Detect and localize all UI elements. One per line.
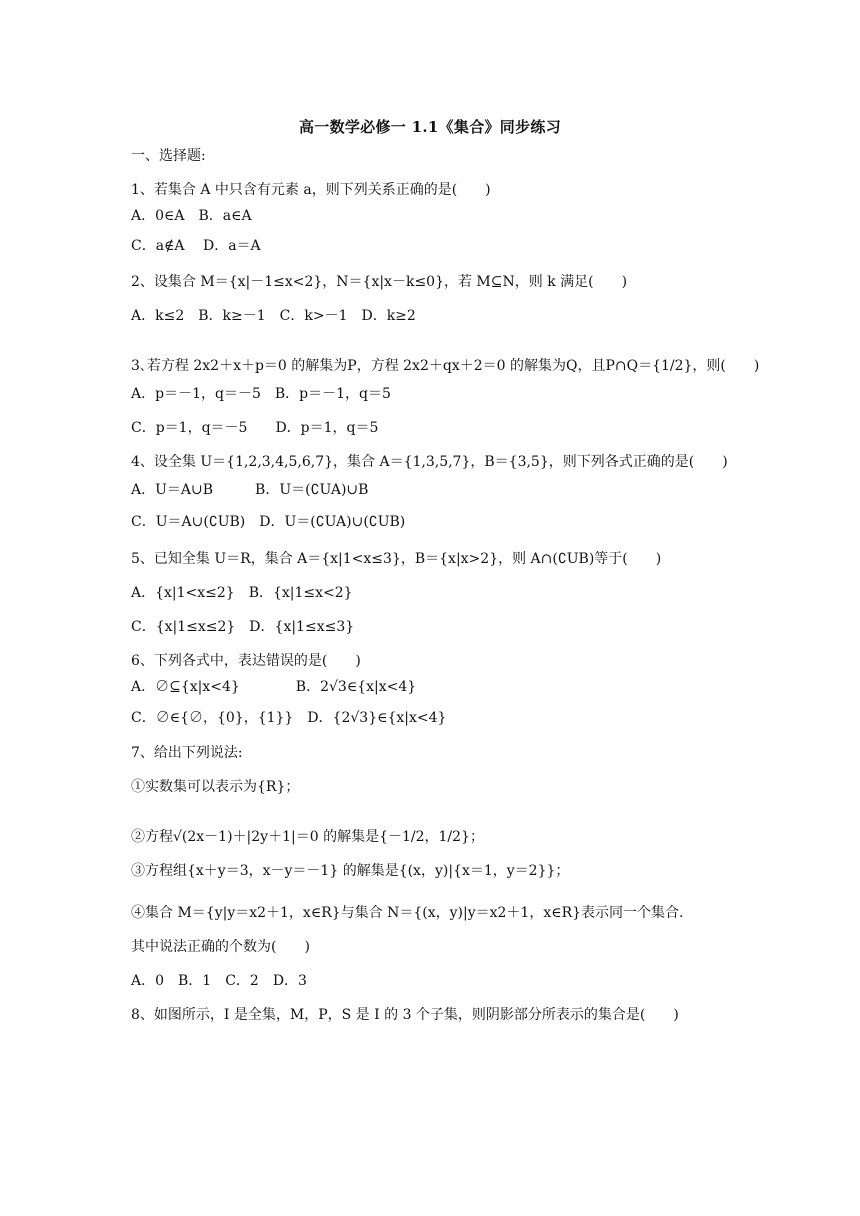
question-1-options-ab: A．0∈A B．a∈A — [131, 208, 252, 224]
question-5: 5、已知全集 U＝R，集合 A＝{x|1<x≤3}，B＝{x|x>2}，则 A∩(∁UB)等于( ) — [131, 551, 662, 567]
question-4: 4、设全集 U＝{1,2,3,4,5,6,7}，集合 A＝{1,3,5,7}，B＝{3,5}，则下列各式正确的是( ) — [131, 454, 728, 470]
question-7-statement-3: ③方程组{x＋y＝3，x－y＝－1} 的解集是{(x，y)|{x＝1，y＝2}}； — [131, 863, 570, 879]
question-5-options-cd: C．{x|1≤x≤2} D．{x|1≤x≤3} — [131, 619, 355, 635]
question-7-prompt: 其中说法正确的个数为( ) — [131, 939, 310, 955]
question-1-options-cd: C．a∉A D．a＝A — [131, 238, 261, 254]
question-4-options-cd: C．U＝A∪(∁UB) D．U＝(∁UA)∪(∁UB) — [131, 514, 406, 530]
question-7-statement-1: ①实数集可以表示为{R}； — [131, 779, 300, 795]
question-2-options: A．k≤2 B．k≥－1 C．k>－1 D．k≥2 — [131, 308, 416, 324]
question-7-statement-4: ④集合 M＝{y|y＝x2＋1，x∈R}与集合 N＝{(x，y)|y＝x2＋1，x∈R}表示同一个集合. — [131, 905, 684, 921]
document-title: 高一数学必修一 1.1《集合》同步练习 — [298, 118, 562, 136]
question-4-options-ab: A．U＝A∪B B．U＝(∁UA)∪B — [131, 482, 369, 498]
question-1: 1、若集合 A 中只含有元素 a，则下列关系正确的是( ) — [131, 182, 491, 198]
question-8: 8、如图所示，I 是全集，M，P，S 是 I 的 3 个子集，则阴影部分所表示的集合是( ) — [131, 1007, 679, 1023]
question-3: 3､若方程 2x2＋x＋p＝0 的解集为P，方程 2x2＋qx＋2＝0 的解集为Q，且P∩Q＝{1/2}，则( ) — [131, 358, 760, 374]
question-3-options-ab: A．p＝－1，q＝－5 B．p＝－1，q＝5 — [131, 386, 391, 402]
question-3-options-cd: C．p＝1，q＝－5 D．p＝1，q＝5 — [131, 420, 379, 436]
question-7-statement-2: ②方程√(2x－1)＋|2y＋1|＝0 的解集是{－1/2，1/2}； — [131, 829, 484, 845]
question-6-options-cd: C．∅∈{∅，{0}，{1}} D．{2√3}∈{x|x<4} — [131, 710, 447, 726]
question-5-options-ab: A．{x|1<x≤2} B．{x|1≤x<2} — [131, 585, 353, 601]
question-6-options-ab: A．∅⊆{x|x<4} B．2√3∈{x|x<4} — [131, 679, 417, 695]
question-6: 6、下列各式中，表达错误的是( ) — [131, 653, 361, 669]
question-2: 2、设集合 M＝{x|－1≤x<2}，N＝{x|x－k≤0}，若 M⊆N，则 k 满足( ) — [131, 274, 628, 290]
question-7-options: A．0 B．1 C．2 D．3 — [131, 973, 307, 989]
question-7: 7、给出下列说法: — [131, 745, 243, 761]
section-heading: 一、选择题: — [131, 148, 206, 164]
